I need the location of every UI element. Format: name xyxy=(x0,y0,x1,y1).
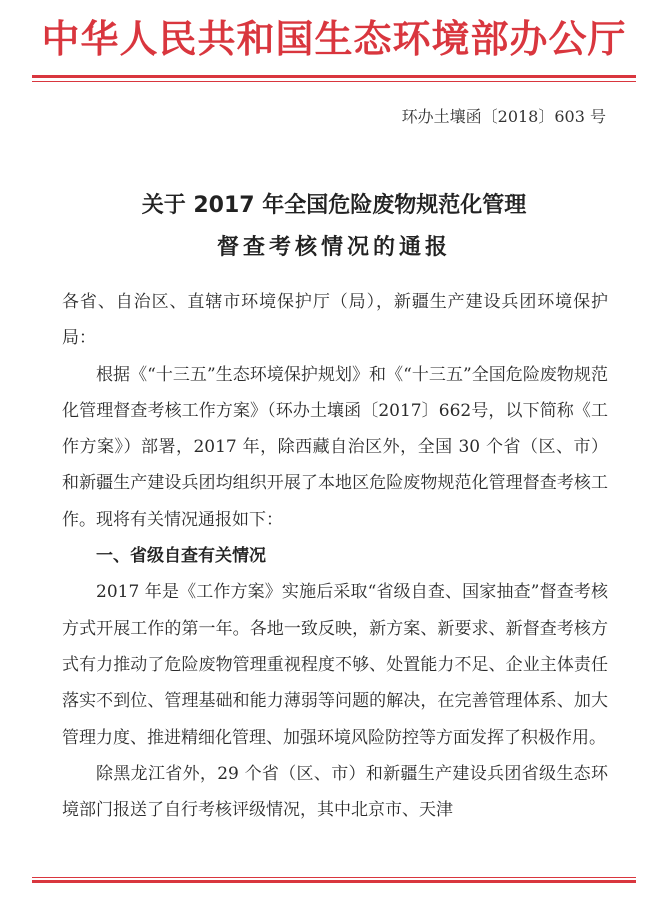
header-rule-thick xyxy=(32,75,636,78)
document-body xyxy=(62,284,608,828)
paragraph-2: 2017 年是《工作方案》实施后采取“省级自查、国家抽查”督查考核方式开展工作的第一年。各地一致反映，新方案、新要求、新督查考核方式有力推动了危险废物管理重视程度不够、处置能力不足、企业主体责任落实不到位、管理基础和能力薄弱等问题的解决，在完善管理体系、加大管理力度、推进精细化管理、加强环境风险防控等方面发挥了积极作用。 xyxy=(62,582,608,748)
footer-rule-thin xyxy=(32,877,636,878)
issuing-agency-title: 中华人民共和国生态环境部办公厅 xyxy=(41,17,627,61)
document-number: 环办土壤函〔2018〕603 号 xyxy=(401,107,606,126)
document-title-line-1: 关于 2017 年全国危险废物规范化管理 xyxy=(141,193,527,218)
document-title-line-2: 督查考核情况的通报 xyxy=(216,235,451,260)
addressee: 各省、自治区、直辖市环境保护厅（局），新疆生产建设兵团环境保护局： xyxy=(62,292,608,349)
header-rule-thin xyxy=(32,81,636,82)
footer-rule-thick xyxy=(32,880,636,883)
section-heading-1: 一、省级自查有关情况 xyxy=(96,546,266,567)
paragraph-1: 根据《“十三五”生态环境保护规划》和《“十三五”全国危险废物规范化管理督查考核工作方案》（环办土壤函〔2017〕662号，以下简称《工作方案》）部署，2017 年，除西藏自治区外，全国 30 个省（区、市）和新疆生产建设兵团均组织开展了本地区危险废物规范化管理督查考核工作。现将有关情况通报如下： xyxy=(62,364,608,530)
paragraph-3: 除黑龙江省外，29 个省（区、市）和新疆生产建设兵团省级生态环境部门报送了自行考核评级情况，其中北京市、天津 xyxy=(62,763,608,821)
